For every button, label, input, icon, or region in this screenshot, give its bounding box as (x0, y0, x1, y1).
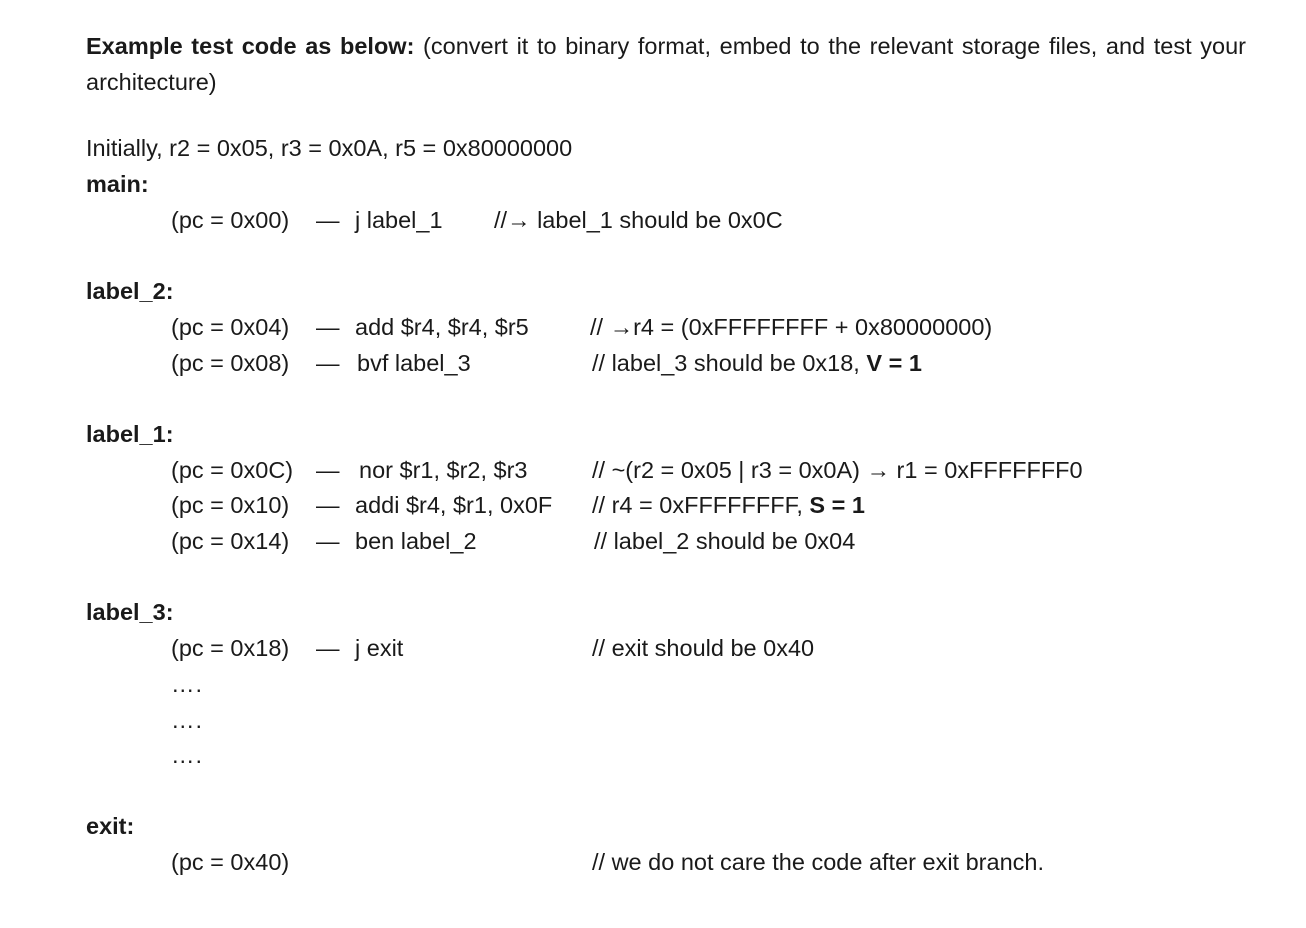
comment-0x08-flag: V = 1 (866, 350, 922, 376)
instr-0x00: j label_1 (355, 207, 443, 233)
label-main: main: (86, 171, 149, 197)
dash: — (316, 207, 340, 233)
dash: — (316, 528, 340, 554)
intro-paragraph (86, 28, 1246, 100)
label-exit: exit: (86, 813, 135, 839)
comment-0x40: // we do not care the code after exit branch. (592, 849, 1044, 875)
pc-0x04: (pc = 0x04) (171, 314, 290, 340)
comment-0x14: // label_2 should be 0x04 (594, 528, 856, 554)
ellipsis: …. (171, 742, 204, 768)
pc-0x40: (pc = 0x40) (171, 849, 290, 875)
ellipsis: …. (171, 671, 204, 697)
intro-heading: Example test code as below: (86, 33, 415, 59)
dash: — (316, 635, 340, 661)
dash: — (316, 457, 340, 483)
instr-0x14: ben label_2 (355, 528, 477, 554)
comment-0x0C: // ~(r2 = 0x05 | r3 = 0x0A) → r1 = 0xFFFFFFF0 (592, 457, 1083, 483)
pc-0x10: (pc = 0x10) (171, 492, 290, 518)
instr-0x18: j exit (355, 635, 404, 661)
comment-0x08-text: // label_3 should be 0x18, (592, 350, 867, 376)
pc-0x08: (pc = 0x08) (171, 350, 290, 376)
pc-0x00: (pc = 0x00) (171, 207, 290, 233)
comment-0x08 (592, 352, 922, 376)
ellipsis: …. (171, 707, 204, 733)
comment-0x04: // →r4 = (0xFFFFFFFF + 0x80000000) (590, 314, 993, 340)
dash: — (316, 314, 340, 340)
pc-0x14: (pc = 0x14) (171, 528, 290, 554)
dash: — (316, 350, 340, 376)
initial-registers: Initially, r2 = 0x05, r3 = 0x0A, r5 = 0x80000000 (86, 135, 573, 161)
pc-0x18: (pc = 0x18) (171, 635, 290, 661)
comment-0x18: // exit should be 0x40 (592, 635, 815, 661)
label-2: label_2: (86, 278, 174, 304)
label-1: label_1: (86, 421, 174, 447)
comment-0x10-text: // r4 = 0xFFFFFFFF, (592, 492, 810, 518)
instr-0x08: bvf label_3 (357, 350, 471, 376)
dash: — (316, 492, 340, 518)
comment-0x10 (592, 494, 865, 518)
comment-0x10-flag: S = 1 (809, 492, 865, 518)
instr-0x0C: nor $r1, $r2, $r3 (359, 457, 528, 483)
pc-0x0C: (pc = 0x0C) (171, 457, 294, 483)
instr-0x10: addi $r4, $r1, 0x0F (355, 492, 553, 518)
intro-text: (convert it to binary format, embed to the relevant storage files, and test your architecture) (86, 33, 1246, 95)
label-3: label_3: (86, 599, 174, 625)
comment-0x00: //→ label_1 should be 0x0C (494, 207, 783, 233)
instr-0x04: add $r4, $r4, $r5 (355, 314, 529, 340)
